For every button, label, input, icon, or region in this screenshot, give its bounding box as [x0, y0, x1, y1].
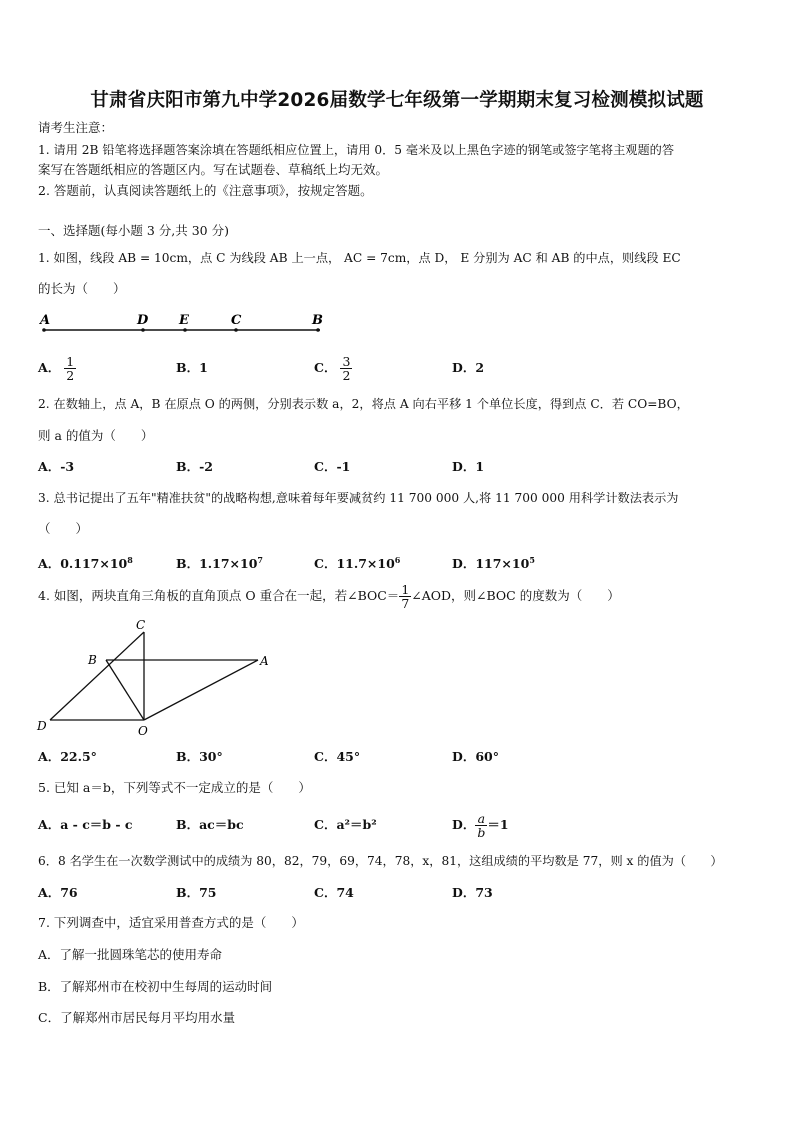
q3-option-c[interactable] [314, 552, 400, 572]
option-label: B． [176, 360, 200, 375]
option-label: A． [38, 360, 61, 375]
q6-option-d[interactable]: D．73 [452, 885, 493, 900]
line-dc [50, 632, 144, 720]
q1-option-c[interactable] [314, 350, 352, 386]
q3-option-b[interactable] [176, 552, 263, 572]
option-text: 1 [199, 360, 208, 375]
q4-option-a[interactable]: A．22.5° [38, 749, 97, 764]
q3-option-d[interactable] [452, 552, 535, 572]
q4-option-c[interactable]: C．45° [314, 749, 361, 764]
denominator: 2 [66, 368, 75, 383]
label-b: B [88, 653, 97, 667]
notice-line-2: 案写在答题纸相应的答题区内。写在试题卷、草稿纸上均无效。 [38, 162, 389, 177]
option-label: D． [452, 556, 476, 572]
fraction [399, 583, 411, 610]
option-label: D． [452, 817, 476, 832]
denominator: 2 [342, 368, 351, 383]
line-bo [106, 660, 144, 720]
segment-figure [36, 310, 336, 336]
point-b [316, 328, 320, 332]
fraction [64, 355, 76, 382]
page-title: 甘肃省庆阳市第九中学2026届数学七年级第一学期期末复习检测模拟试题 [90, 90, 704, 111]
option-base: 0.117×10 [60, 556, 128, 572]
question-7-stem: 7. 下列调查中，适宜采用普查方式的是（ ） [38, 915, 304, 930]
line-oa [144, 660, 258, 720]
notice-line-3: 2. 答题前，认真阅读答题纸上的《注意事项》，按规定答题。 [38, 183, 373, 198]
q4-option-d[interactable]: D．60° [452, 749, 499, 764]
numerator: 1 [401, 582, 410, 597]
point-d [141, 328, 145, 332]
q3-option-a[interactable] [38, 552, 133, 572]
option-text: 2 [475, 360, 485, 375]
q2-option-a[interactable]: A．-3 [38, 459, 75, 474]
point-a [42, 328, 46, 332]
label-d: D [37, 719, 47, 733]
q6-option-a[interactable]: A．76 [38, 885, 78, 900]
q7-option-c[interactable]: C．了解郑州市居民每月平均用水量 [38, 1010, 236, 1025]
notice-line-1: 1. 请用 2B 铅笔将选择题答案涂填在答题纸相应位置上，请用 0．5 毫米及以上黑色字迹的钢笔或签字笔将主观题的答 [38, 143, 675, 157]
q6-option-b[interactable]: B．75 [176, 885, 217, 900]
numerator: 1 [66, 354, 75, 369]
question-6-stem: 6．8 名学生在一次数学测试中的成绩为 80，82，79，69，74，78，x，81，这组成绩的平均数是 77，则 x 的值为（ ） [38, 854, 723, 868]
label-d: D [137, 313, 149, 328]
question-3-stem: 3. 总书记提出了五年"精准扶贫"的战略构想,意味着每年要减贫约 11 700 000 人,将 11 700 000 用科学计数法表示为 [38, 491, 679, 505]
question-5-stem: 5. 已知 a＝b，下列等式不一定成立的是（ ） [38, 780, 311, 795]
section-heading: 一、选择题(每小题 3 分,共 30 分) [38, 223, 229, 238]
q5-option-a[interactable]: A．a - c＝b - c [38, 817, 133, 832]
point-e [183, 328, 187, 332]
label-a: A [260, 654, 269, 668]
q5-option-c[interactable]: C．a²＝b² [314, 817, 377, 832]
q6-option-c[interactable]: C．74 [314, 885, 354, 900]
question-2-stem: 2. 在数轴上，点 A，B 在原点 O 的两侧，分别表示数 a，2，将点 A 向右平移 1 个单位长度，得到点 C．若 CO=BO， [38, 397, 689, 411]
option-label: B． [176, 556, 200, 572]
label-c: C [231, 313, 242, 328]
option-exponent: 5 [529, 555, 535, 565]
q2-option-d[interactable]: D．1 [452, 459, 485, 474]
option-text: ＝1 [487, 817, 509, 832]
label-e: E [179, 313, 189, 328]
denominator: b [477, 825, 486, 840]
q1-option-d[interactable] [452, 360, 484, 376]
q1-option-a[interactable] [38, 350, 76, 386]
question-3-stem-cont: （ ） [38, 521, 89, 536]
fraction [340, 355, 352, 382]
q7-option-a[interactable]: A．了解一批圆珠笔芯的使用寿命 [38, 947, 223, 962]
stem-text: 4. 如图，两块直角三角板的直角顶点 O 重合在一起，若∠BOC＝ [38, 588, 400, 603]
question-4-stem [38, 578, 620, 614]
triangles-figure [30, 618, 280, 742]
option-base: 117×10 [475, 556, 530, 572]
option-base: 1.17×10 [199, 556, 258, 572]
option-exponent: 7 [257, 555, 263, 565]
q1-option-b[interactable] [176, 360, 208, 376]
point-c [234, 328, 238, 332]
question-2-stem-cont: 则 a 的值为（ ） [38, 428, 154, 443]
q5-option-b[interactable]: B．ac＝bc [176, 817, 244, 832]
q2-option-c[interactable]: C．-1 [314, 459, 351, 474]
question-1-stem-cont: 的长为（ ） [38, 281, 126, 296]
option-exponent: 8 [127, 555, 133, 565]
numerator: a [477, 811, 486, 826]
option-exponent: 6 [394, 555, 401, 565]
option-label: C． [314, 556, 337, 572]
label-c: C [136, 618, 146, 632]
q2-option-b[interactable]: B．-2 [176, 459, 213, 474]
notice-heading: 请考生注意： [38, 120, 114, 135]
option-label: C． [314, 360, 337, 375]
label-a: A [40, 313, 51, 328]
question-1-stem: 1. 如图，线段 AB = 10cm，点 C 为线段 AB 上一点， AC = 7cm，点 D， E 分别为 AC 和 AB 的中点，则线段 EC [38, 251, 681, 265]
denominator: 7 [401, 596, 410, 611]
q4-option-b[interactable]: B．30° [176, 749, 223, 764]
option-base: 11.7×10 [336, 556, 395, 572]
q5-option-d[interactable] [452, 807, 509, 843]
option-label: D． [452, 360, 476, 375]
label-b: B [312, 313, 323, 328]
option-label: A． [38, 556, 61, 572]
fraction [475, 812, 487, 839]
stem-text: ∠AOD，则∠BOC 的度数为（ ） [411, 588, 620, 603]
numerator: 3 [342, 354, 351, 369]
q7-option-b[interactable]: B．了解郑州市在校初中生每周的运动时间 [38, 979, 273, 994]
label-o: O [138, 724, 148, 738]
